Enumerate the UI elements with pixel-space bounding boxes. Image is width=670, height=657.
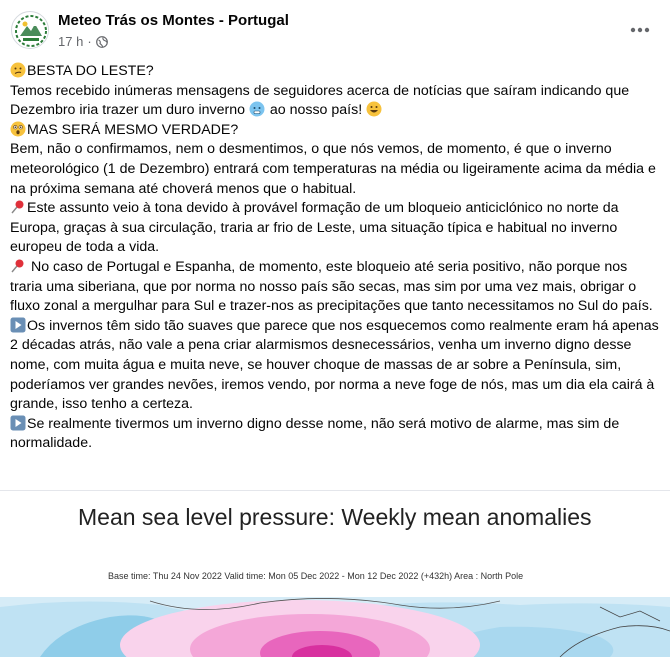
page-name[interactable]: Meteo Trás os Montes - Portugal (58, 12, 289, 29)
post-line-question (10, 121, 660, 141)
post-paragraph-2: Bem, não o confirmamos, nem o desmentimos, o que nós vemos, de momento, é que o inverno meteorológico (1 de Dezembro) entrará com temperaturas na média ou ligeiramente acima da média e na próxima semana até choverá menos que o habitual. (10, 141, 656, 197)
post-paragraph-1 (10, 82, 660, 121)
post-header (0, 0, 670, 60)
post-image[interactable] (0, 490, 670, 657)
grinning-face-icon (366, 101, 382, 117)
post-p1-text-b: ao nosso país! (265, 102, 367, 119)
more-options-button[interactable] (624, 14, 656, 46)
globe-icon (96, 36, 108, 48)
post-paragraph-4 (10, 258, 660, 317)
play-button-icon (10, 317, 26, 333)
pushpin-icon (10, 199, 26, 215)
meta-separator: · (87, 34, 92, 49)
pushpin-icon (10, 258, 26, 274)
post-p1-text-a: Temos recebido inúmeras mensagens de seguidores acerca de notícias que saíram indicando que Dezembro iria trazer um duro inverno (10, 82, 630, 119)
post-meta (58, 34, 108, 49)
play-button-icon (10, 415, 26, 431)
astonished-face-icon (10, 121, 26, 137)
post-p5-text: Os invernos têm sido tão suaves que parece que nos esquecemos como realmente eram há apenas 2 décadas atrás, não vale a pena criar alarmismos desnecessários, venha um inverno digno desse nome, com muita água e muita neve, se houver choque de massas de ar sobre a Península, sim, poderíamos ver grandes nevões, iremos vendo, por norma a neve foge de nós, mas um dia ela cairá à grande, isso tenho a certeza. (10, 317, 659, 413)
post-p4-text: No caso de Portugal e Espanha, de momento, este bloqueio até seria positivo, não porque nos traria uma siberiana, que por norma no nosso país são secas, mas sim por uma vez mais, obrigar o fluxo zonal a mergulhar para Sul e trazer-nos as precipitações que tanto necessitamos no Sul do país. (10, 258, 653, 315)
post-text (10, 62, 660, 454)
page-avatar[interactable] (11, 11, 49, 49)
cold-face-icon (249, 101, 265, 117)
confused-face-icon (10, 62, 26, 78)
post-headline: BESTA DO LESTE? (27, 63, 154, 79)
post-question: MAS SERÁ MESMO VERDADE? (27, 121, 239, 138)
image-subtitle: Base time: Thu 24 Nov 2022 Valid time: Mon 05 Dec 2022 - Mon 12 Dec 2022 (+432h) Area : North Pole (108, 571, 524, 581)
pressure-anomaly-map (0, 597, 670, 657)
image-title: Mean sea level pressure: Weekly mean anomalies (78, 504, 592, 530)
post-line-title (10, 62, 660, 82)
post-paragraph-6 (10, 415, 660, 454)
post-p6-text: Se realmente tivermos um inverno digno desse nome, não será motivo de alarme, mas sim de normalidade. (10, 415, 620, 452)
post-time[interactable]: 17 h (58, 34, 84, 49)
post-p3-text: Este assunto veio à tona devido à provável formação de um bloqueio anticiclónico no norte da Europa, graças à sua circulação, traria ar frio de Leste, uma situação típica e habitual no inverno europeu de toda a vida. (10, 200, 619, 256)
post-paragraph-5 (10, 317, 660, 415)
more-options-icon (630, 27, 650, 33)
post-paragraph-3 (10, 199, 660, 258)
